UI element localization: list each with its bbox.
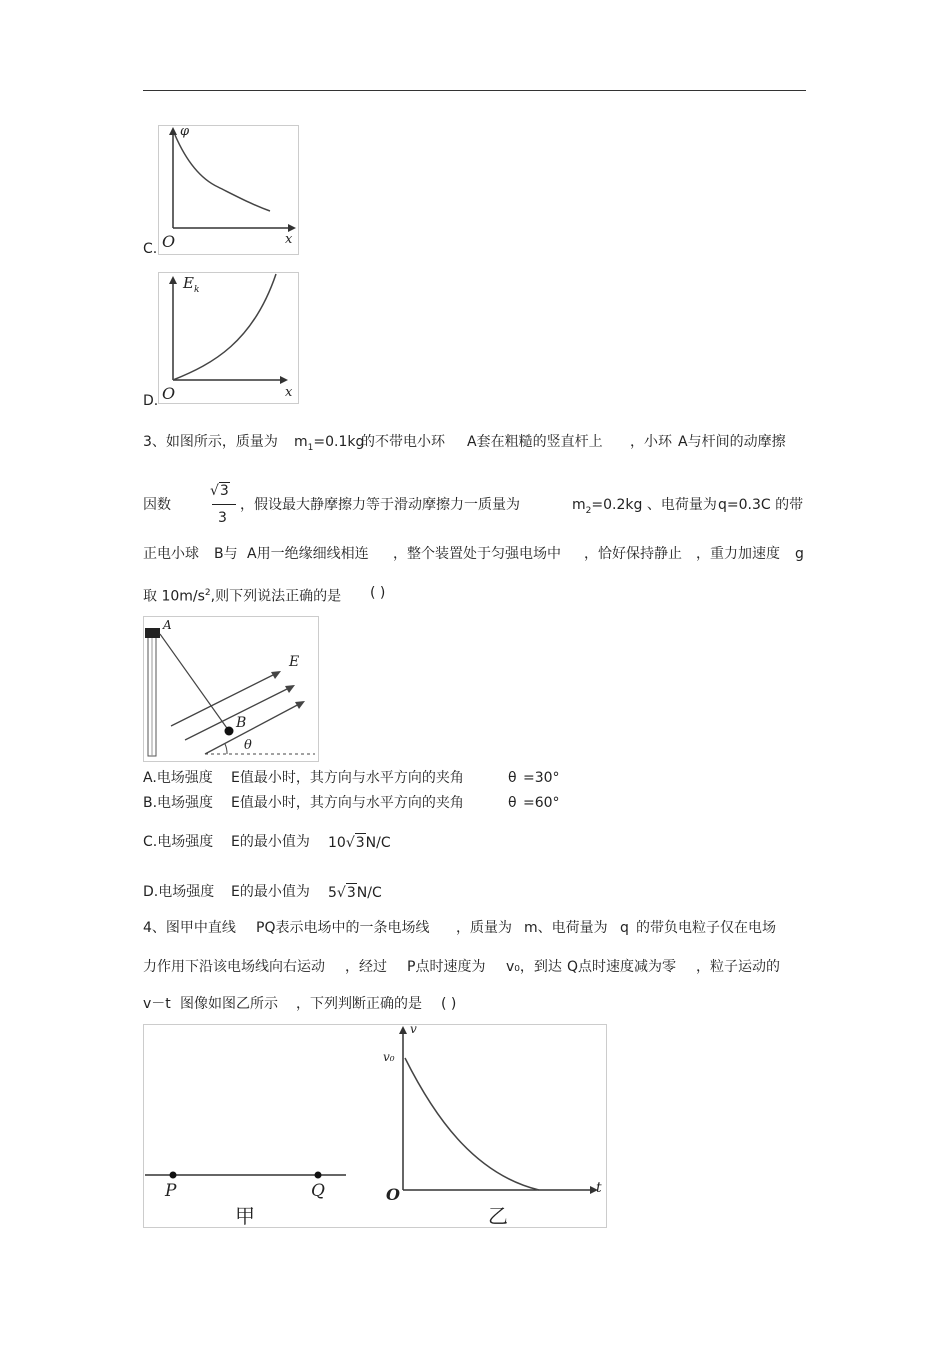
q4-line2-b: ，经过 <box>345 959 387 975</box>
q4-line3-c: ，下列判断正确的是 <box>296 996 422 1012</box>
q4-label-p: P <box>165 1181 177 1201</box>
q4-line2-e: Q点时速度减为零 <box>567 959 677 975</box>
q3-fraction-bar <box>212 504 236 505</box>
q4-label-yi: 乙 <box>488 1204 508 1228</box>
q4-label-origin: O <box>386 1185 400 1204</box>
q3-line3-d: ，整个装置处于匀强电场中 <box>393 546 561 562</box>
graph-c <box>158 125 298 255</box>
q3-option-d-label: D.电场强度 <box>143 884 215 900</box>
q4-line3-a: v－t <box>143 996 171 1012</box>
q3-option-c-text: E的最小值为 <box>231 834 310 850</box>
q4-answer-paren: ( ) <box>441 996 457 1012</box>
graph-c-origin: O <box>162 232 176 251</box>
q4-label-jia: 甲 <box>235 1204 255 1228</box>
q4-label-v0: v₀ <box>383 1050 395 1064</box>
q3-option-a-label: A.电场强度 <box>143 770 213 786</box>
q3-option-b-theta: θ <box>508 795 517 811</box>
q3-line1-a: 3、如图所示，质量为 <box>143 434 278 450</box>
q3-option-d-text: E的最小值为 <box>231 884 310 900</box>
q4-line1-f: 的带负电粒子仅在电场 <box>636 920 776 936</box>
q3-option-d-value: 5√3N/C <box>328 885 382 901</box>
q3-line3-f: ，重力加速度 <box>696 546 780 562</box>
q3-line4: 取 $10m/s^2$,则下列说法正确的是 <box>143 588 342 605</box>
q3-figure-label-theta: θ <box>244 738 252 753</box>
q3-line2-q: q=0.3C 的带 <box>718 497 804 513</box>
q3-figure-label-a: A <box>163 618 172 632</box>
q3-line3-a: 正电小球 <box>143 546 199 562</box>
q3-figure-label-b: B <box>236 715 247 731</box>
q3-option-b-value: =60° <box>523 795 560 811</box>
q4-line3-b: 图像如图乙所示 <box>180 996 278 1012</box>
q4-line1-a: 4、图甲中直线 <box>143 920 236 936</box>
q3-line2-mid: ，假设最大静摩擦力等于滑动摩擦力一质量为 <box>240 497 520 513</box>
q3-option-c-label: C.电场强度 <box>143 834 214 850</box>
q3-figure-label-e: E <box>289 654 300 670</box>
graph-d <box>158 272 298 402</box>
graph-d-y-label: $E_k$ <box>183 274 200 295</box>
q3-option-c-value: 10√3N/C <box>328 835 391 851</box>
option-c-label: C. <box>143 241 158 257</box>
q3-option-b-label: B.电场强度 <box>143 795 214 811</box>
q3-line3-c: A用一绝缘细线相连 <box>247 546 369 562</box>
q3-line3-g: g <box>795 546 804 562</box>
q3-line3-b: B与 <box>214 546 238 562</box>
q3-fraction-denominator: 3 <box>218 510 227 526</box>
graph-d-origin: O <box>162 384 176 403</box>
q4-line2-f: ，粒子运动的 <box>696 959 780 975</box>
q4-line1-e: q <box>620 920 629 936</box>
q4-label-q: Q <box>311 1181 325 1201</box>
q3-line2-prefix: 因数 <box>143 497 171 513</box>
q3-option-a-text: E值最小时，其方向与水平方向的夹角 <box>231 770 464 786</box>
option-d-label: D. <box>143 393 159 409</box>
graph-d-x-label: x <box>285 385 293 400</box>
q4-figure <box>143 1024 607 1228</box>
q3-line3-e: ，恰好保持静止 <box>584 546 682 562</box>
q3-option-b-text: E值最小时，其方向与水平方向的夹角 <box>231 795 464 811</box>
q4-line1-c: ，质量为 <box>456 920 512 936</box>
q3-line1-e: A与杆间的动摩擦 <box>678 434 786 450</box>
graph-c-y-label: φ <box>180 124 190 139</box>
q3-line1-d: ，小环 <box>630 434 672 450</box>
q4-line2-c: P点时速度为 <box>407 959 486 975</box>
q4-line1-d: m、电荷量为 <box>524 920 608 936</box>
q4-label-t: t <box>596 1180 602 1196</box>
graph-c-x-label: x <box>285 232 293 247</box>
q3-line1-m1: $m_1=0.1kg$ <box>294 434 365 453</box>
header-rule <box>143 90 806 91</box>
q4-line1-b: PQ表示电场中的一条电场线 <box>256 920 430 936</box>
q3-fraction-numerator: √3 <box>210 483 229 499</box>
q3-option-a-theta: θ <box>508 770 517 786</box>
q3-answer-paren: ( ) <box>370 585 386 601</box>
q3-line2-m2: $m_2=0.2kg$ 、电荷量为 <box>572 497 717 516</box>
q4-label-v: v <box>410 1022 417 1036</box>
q3-line1-b: 的不带电小环 <box>361 434 445 450</box>
q4-line2-d: v₀，到达 <box>506 959 562 975</box>
q4-line2-a: 力作用下沿该电场线向右运动 <box>143 959 325 975</box>
q3-option-a-value: =30° <box>523 770 560 786</box>
q3-figure <box>143 616 318 761</box>
q3-line1-c: A套在粗糙的竖直杆上 <box>467 434 603 450</box>
